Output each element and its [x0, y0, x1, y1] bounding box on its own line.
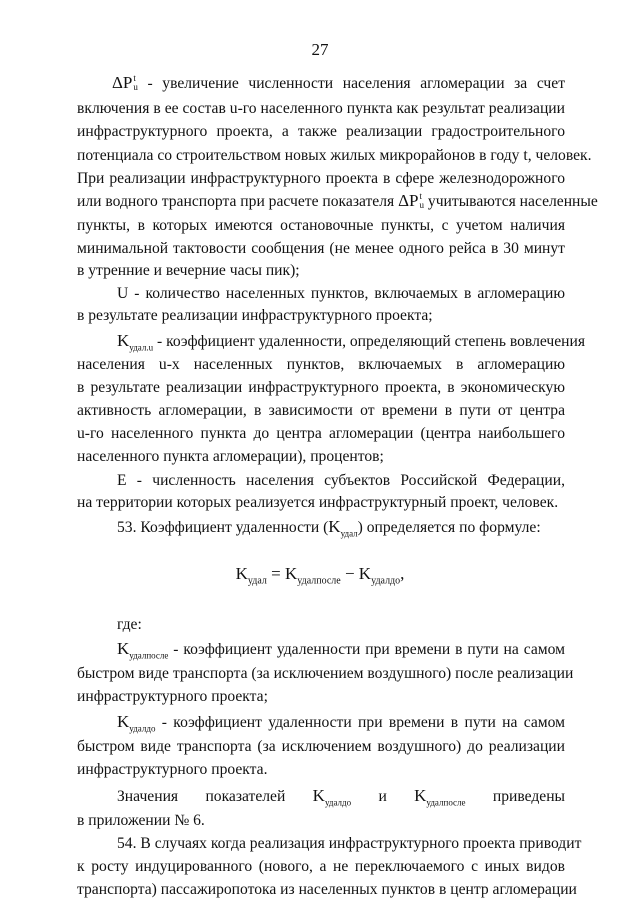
text-line: 54. В случаях когда реализация инфраструктурного проекта приводит: [117, 835, 582, 852]
text-line: на территории которых реализуется инфраструктурный проект, человек.: [77, 494, 559, 511]
text-line: быстром виде транспорта (за исключением воздушного) до реализации: [77, 738, 565, 755]
text-line: населенного пункта агломерации), процентов;: [77, 448, 384, 465]
text-line: быстром виде транспорта (за исключением воздушного) после реализации: [77, 665, 574, 682]
k-udal-do-symbol: $K_{удалдо}$: [117, 712, 156, 734]
text-line: $K_{удалпосле}$ - коэффициент удаленности при времени в пути на самом: [117, 639, 565, 661]
text-line: транспорта) пассажиропотока из населенных пунктов в центр агломерации: [77, 881, 577, 898]
text-line: u-го населенного пункта до центра агломерации (центра наибольшего: [77, 425, 565, 442]
text-line: U - количество населенных пунктов, включаемых в агломерацию: [117, 285, 565, 302]
text-line: пункты, в которых имеются остановочные пункты, с учетом наличия: [77, 217, 565, 234]
text-line: инфраструктурного проекта.: [77, 761, 268, 778]
text-line: Значения показателей $K_{удалдо}$ и $K_{удалпосле}$ приведены: [117, 786, 566, 808]
text-line: E - численность населения субъектов Российской Федерации,: [117, 472, 565, 489]
text-line: $K_{удал.u}$ - коэффициент удаленности, определяющий степень вовлечения: [117, 331, 586, 353]
text-line: инфраструктурного проекта;: [77, 688, 268, 705]
text-line: инфраструктурного проекта, а также реализации градостроительного: [77, 123, 565, 140]
text-line: в результате реализации инфраструктурного проекта, в экономическую: [77, 379, 565, 396]
text-line: $K_{удалдо}$ - коэффициент удаленности при времени в пути на самом: [117, 712, 565, 734]
k-udal-do-symbol: $K_{удалдо}$: [312, 786, 352, 808]
text-line: населения u-х населенных пунктов, включаемых в агломерацию: [77, 356, 565, 373]
delta-p-symbol: ΔP t u: [112, 73, 138, 92]
text-line: в приложении № 6.: [77, 812, 205, 829]
delta-p-symbol: ΔP t u: [398, 191, 424, 210]
u-symbol: U: [117, 285, 129, 302]
text-line: При реализации инфраструктурного проекта в сфере железнодорожного: [77, 170, 565, 187]
text-line: потенциала со строительством новых жилых микрорайонов в году t, человек.: [77, 147, 592, 164]
text-line: включения в ее состав u-го населенного пункта как результат реализации: [77, 100, 565, 117]
text-line: в утренние и вечерние часы пик);: [77, 262, 300, 279]
k-udal-posle-symbol: $K_{удалпосле}$: [414, 786, 466, 808]
where-label: где:: [117, 616, 142, 633]
text-line: минимальной тактовости сообщения (не менее одного рейса в 30 минут: [77, 240, 565, 257]
text-line: 53. Коэффициент удаленности $(K_{удал})$ определяется по формуле:: [117, 517, 541, 539]
k-udal-symbol: $K_{удал}$: [328, 517, 358, 539]
e-symbol: E: [117, 472, 127, 489]
text-line: активность агломерации, в зависимости от времени в пути от центра: [77, 402, 565, 419]
text-line: к росту индуцированного (нового, а не переключаемого с иных видов: [77, 858, 565, 875]
page-number: 27: [311, 40, 329, 59]
text-line: ΔP t u - увеличение численности населения агломерации за счет: [112, 73, 566, 92]
k-udal-u-symbol: $K_{удал.u}$: [117, 331, 154, 353]
text-line: или водного транспорта при расчете показателя ΔP t u учитываются населенные: [77, 191, 598, 210]
text-line: в результате реализации инфраструктурного проекта;: [77, 307, 433, 324]
formula: $K_{удал} = K_{удалпосле} - K_{удалдо}$,: [235, 564, 405, 587]
k-udal-posle-symbol: $K_{удалпосле}$: [117, 639, 169, 661]
